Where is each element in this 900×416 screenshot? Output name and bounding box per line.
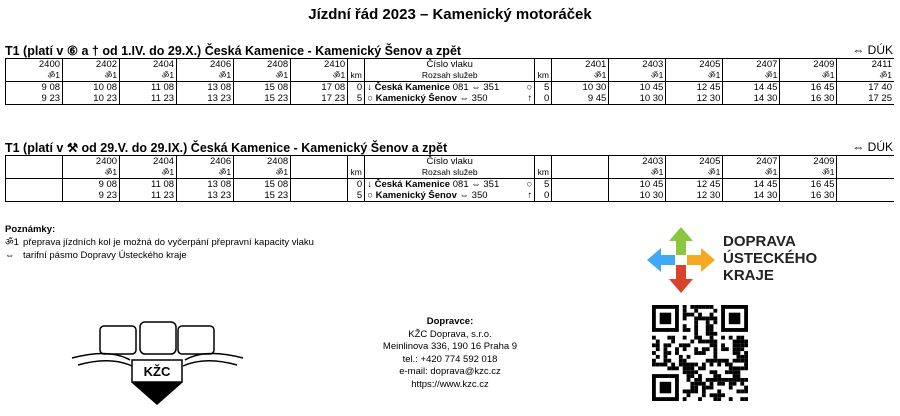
departure-time: 15 08: [234, 82, 291, 94]
bike-icon: ॐ1: [6, 70, 63, 82]
departure-time: 12 30: [666, 93, 723, 105]
carrier-email[interactable]: e-mail: doprava@kzc.cz: [399, 366, 501, 377]
departure-time: 11 08: [120, 179, 177, 191]
train-number: 2407: [723, 156, 780, 168]
departure-time: 9 08: [6, 82, 63, 94]
carrier-website[interactable]: https://www.kzc.cz: [411, 378, 489, 390]
train-number: 2403: [609, 59, 666, 71]
km-value: 0: [348, 82, 365, 94]
notes: [5, 223, 314, 262]
train-number: 2406: [177, 156, 234, 168]
km-value: 0: [535, 190, 552, 202]
km-header-spacer: [348, 59, 365, 71]
carrier-address: Meinlinova 336, 190 16 Praha 9: [382, 341, 518, 352]
bike-icon: [552, 167, 609, 179]
qr-code[interactable]: [652, 305, 748, 401]
departure-time: 16 30: [780, 190, 837, 202]
departure-time: 17 23: [291, 93, 348, 105]
departure-time: 13 23: [177, 190, 234, 202]
departure-time: 11 08: [120, 82, 177, 94]
bike-icon: ॐ1: [177, 70, 234, 82]
km-header: km: [348, 70, 365, 82]
departure-time: [837, 190, 894, 202]
note-bike: ॐ1 přeprava jízdních kol je možná do vyčerpání přepravní kapacity vlaku: [5, 237, 314, 248]
station-row: [6, 179, 895, 191]
bike-icon: ॐ1: [234, 167, 291, 179]
departure-time: 16 45: [780, 179, 837, 191]
departure-time: 9 23: [6, 93, 63, 105]
bike-icon: ॐ1: [552, 70, 609, 82]
bike-icon: ॐ1: [666, 70, 723, 82]
departure-time: 11 23: [120, 190, 177, 202]
train-number: [552, 156, 609, 168]
carrier-heading: Dopravce:: [426, 316, 474, 327]
bike-icon: ॐ1: [120, 70, 177, 82]
note-zone: ⇔ tarifní pásmo Dopravy Ústeckého kraje: [5, 250, 187, 261]
train-number: 2409: [780, 59, 837, 71]
departure-time: 17 25: [837, 93, 894, 105]
zone-label: ⇔ DÚK: [852, 43, 893, 57]
section-1-header: [5, 43, 893, 58]
bike-icon: ॐ1: [177, 167, 234, 179]
km-header: km: [535, 70, 552, 82]
departure-time: 12 30: [666, 190, 723, 202]
km-header-spacer: [348, 156, 365, 168]
departure-time: 10 30: [609, 190, 666, 202]
train-number: [291, 156, 348, 168]
train-number: 2405: [666, 156, 723, 168]
train-number: 2405: [666, 59, 723, 71]
station-name: Česká Kamenice: [374, 179, 451, 190]
train-number: 2403: [609, 156, 666, 168]
bike-icon: ॐ1: [234, 70, 291, 82]
bike-icon: ॐ1: [5, 237, 19, 248]
service-row: [6, 167, 895, 179]
carrier-info: [360, 316, 540, 391]
train-number-row: [6, 156, 895, 168]
service-label: Rozsah služeb: [365, 167, 535, 179]
departure-time: 12 45: [666, 82, 723, 94]
timetable-1: [5, 58, 894, 105]
train-number-label: Číslo vlaku: [365, 156, 535, 168]
bike-icon: ॐ1: [291, 70, 348, 82]
bike-icon: [291, 167, 348, 179]
departure-time: 15 08: [234, 179, 291, 191]
departure-time: 9 08: [63, 179, 120, 191]
bike-icon: [6, 167, 63, 179]
train-number: 2407: [723, 59, 780, 71]
departure-time: [552, 179, 609, 191]
km-value: 5: [535, 82, 552, 94]
station-name: Kamenický Šenov: [375, 190, 457, 201]
km-value: 5: [535, 179, 552, 191]
bike-icon: ॐ1: [780, 167, 837, 179]
section-2-title: T1 (platí v ⚒ od 29.V. do 29.IX.) Česká Kamenice - Kamenický Šenov a zpět: [5, 141, 448, 155]
service-label: Rozsah služeb: [365, 70, 535, 82]
departure-time: [837, 179, 894, 191]
station-name: Kamenický Šenov: [375, 93, 457, 104]
departure-time: [291, 190, 348, 202]
km-value: 0: [535, 93, 552, 105]
departure-time: 14 45: [723, 179, 780, 191]
page-title: Jízdní řád 2023 – Kamenický motoráček: [308, 6, 592, 23]
bike-icon: ॐ1: [837, 70, 894, 82]
km-value: 5: [348, 93, 365, 105]
departure-time: 14 30: [723, 93, 780, 105]
train-number-label: Číslo vlaku: [365, 59, 535, 71]
duk-arrows-icon: [645, 225, 717, 295]
departure-time: 13 08: [177, 179, 234, 191]
train-number: 2408: [234, 59, 291, 71]
departure-time: 10 30: [552, 82, 609, 94]
station-row: [6, 93, 895, 105]
departure-time: [6, 179, 63, 191]
station-cell: ○ Kamenický Šenov ⇔ 350 ↑: [365, 93, 535, 105]
station-row: [6, 190, 895, 202]
station-cell: ↓ Česká Kamenice 081 ⇔ 351 ○: [365, 179, 535, 191]
departure-time: [6, 190, 63, 202]
departure-time: 11 23: [120, 93, 177, 105]
km-value: 5: [348, 190, 365, 202]
bike-icon: ॐ1: [666, 167, 723, 179]
duk-logo: [645, 225, 845, 295]
km-header-spacer: [535, 156, 552, 168]
train-number: 2402: [63, 59, 120, 71]
bike-icon: ॐ1: [609, 70, 666, 82]
departure-time: 15 23: [234, 93, 291, 105]
notes-heading: Poznámky:: [5, 224, 56, 235]
kzc-logo: [70, 318, 245, 408]
departure-time: 17 40: [837, 82, 894, 94]
departure-time: 10 45: [609, 179, 666, 191]
bike-icon: ॐ1: [120, 167, 177, 179]
train-number: 2409: [780, 156, 837, 168]
bike-icon: ॐ1: [723, 70, 780, 82]
section-2-header: [5, 140, 893, 155]
km-header: km: [535, 167, 552, 179]
train-number: 2406: [177, 59, 234, 71]
train-number: 2410: [291, 59, 348, 71]
bike-icon: ॐ1: [63, 167, 120, 179]
station-row: [6, 82, 895, 94]
station-cell: ↓ Česká Kamenice 081 ⇔ 351 ○: [365, 82, 535, 94]
departure-time: [552, 190, 609, 202]
departure-time: 17 08: [291, 82, 348, 94]
departure-time: 10 08: [63, 82, 120, 94]
departure-time: 10 23: [63, 93, 120, 105]
departure-time: 10 45: [609, 82, 666, 94]
train-number: 2404: [120, 156, 177, 168]
departure-time: 16 45: [780, 82, 837, 94]
train-number: 2411: [837, 59, 894, 71]
train-number: 2408: [234, 156, 291, 168]
departure-time: 16 30: [780, 93, 837, 105]
carrier-phone: tel.: +420 774 592 018: [402, 353, 498, 365]
zone-icon: ⇔: [5, 250, 15, 261]
kzc-logo-text: KŽC: [143, 364, 171, 379]
bike-icon: ॐ1: [63, 70, 120, 82]
train-number-row: [6, 59, 895, 71]
departure-time: 14 45: [723, 82, 780, 94]
bike-icon: ॐ1: [780, 70, 837, 82]
km-value: 0: [348, 179, 365, 191]
departure-time: 12 45: [666, 179, 723, 191]
train-number: 2401: [552, 59, 609, 71]
departure-time: 13 08: [177, 82, 234, 94]
timetable-2: [5, 155, 894, 202]
departure-time: 10 30: [609, 93, 666, 105]
km-header-spacer: [535, 59, 552, 71]
train-number: 2400: [63, 156, 120, 168]
departure-time: [291, 179, 348, 191]
train-number: 2400: [6, 59, 63, 71]
section-1-title: T1 (platí v ⑥ a † od 1.IV. do 29.X.) Česká Kamenice - Kamenický Šenov a zpět: [5, 44, 462, 58]
duk-logo-text: DOPRAVA ÚSTECKÉHO KRAJE: [723, 233, 818, 284]
departure-time: 14 30: [723, 190, 780, 202]
bike-icon: ॐ1: [723, 167, 780, 179]
carrier-name: KŽC Doprava, s.r.o.: [408, 328, 492, 340]
station-cell: ○ Kamenický Šenov ⇔ 350 ↑: [365, 190, 535, 202]
departure-time: 9 23: [63, 190, 120, 202]
station-name: Česká Kamenice: [374, 82, 451, 93]
train-number: [6, 156, 63, 168]
zone-label: ⇔ DÚK: [852, 140, 893, 154]
km-header: km: [348, 167, 365, 179]
bike-icon: [837, 167, 894, 179]
departure-time: 9 45: [552, 93, 609, 105]
service-row: [6, 70, 895, 82]
train-number: 2404: [120, 59, 177, 71]
train-number: [837, 156, 894, 168]
departure-time: 13 23: [177, 93, 234, 105]
bike-icon: ॐ1: [609, 167, 666, 179]
departure-time: 15 23: [234, 190, 291, 202]
